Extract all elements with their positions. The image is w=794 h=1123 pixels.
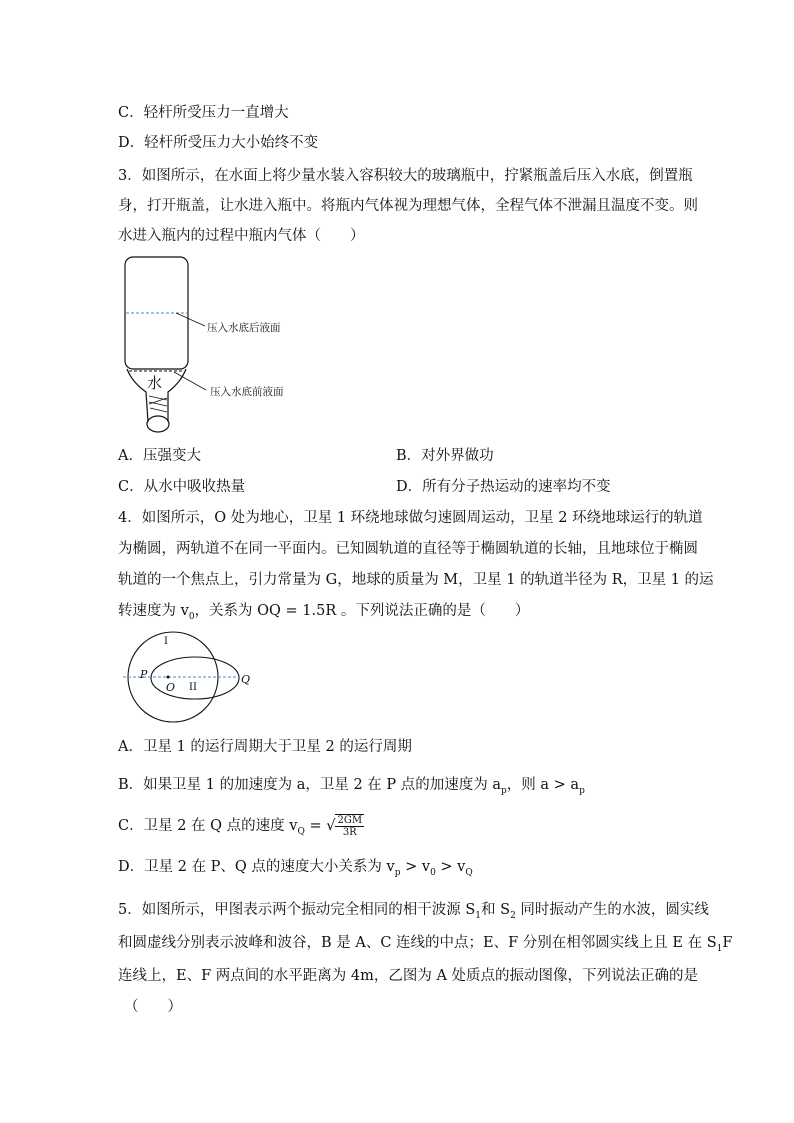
orbit-I-label: I <box>164 636 168 647</box>
after-level-label: 压入水底后液面 <box>207 322 281 334</box>
frac-den: 3R <box>342 827 357 838</box>
q3-option-a: A．压强变大 <box>118 448 201 464</box>
q3-option-d: D．所有分子热运动的速率均不变 <box>396 479 611 495</box>
q4-stem-line1: 4．如图所示，O 处为地心，卫星 1 环绕地球做匀速圆周运动，卫星 2 环绕地球运行的轨道 <box>118 510 703 526</box>
q3-stem-line1: 3．如图所示，在水面上将少量水装入容积较大的玻璃瓶中，拧紧瓶盖后压入水底，倒置瓶 <box>118 168 693 184</box>
earth-center-dot <box>167 676 170 679</box>
q5-l2-end: F <box>722 935 733 951</box>
q5-stem-line4: （ ） <box>124 999 182 1015</box>
point-P-label: P <box>140 668 148 681</box>
q5-stem-line2 <box>118 933 732 959</box>
q4-option-b <box>118 775 585 801</box>
q5-l1-a: 5．如图所示，甲图表示两个振动完全相同的相干波源 S <box>118 902 476 918</box>
q3-option-c: C．从水中吸收热量 <box>118 479 246 495</box>
q5-l1-s2: 2 <box>510 910 516 921</box>
frac-num: 2GM <box>337 815 363 826</box>
q3-option-b: B．对外界做功 <box>396 448 494 464</box>
before-level-label: 压入水底前液面 <box>210 386 284 398</box>
q5-l1-b: 和 S <box>481 902 511 918</box>
q2-option-c: C．轻杆所受压力一直增大 <box>118 105 289 121</box>
q5-stem-line3: 连线上，E、F 两点间的水平距离为 4m，乙图为 A 处质点的振动图像，下列说法正确的是 <box>118 968 699 984</box>
q4-optb-sub: p <box>501 785 507 796</box>
q4-optd-s2: 0 <box>430 867 436 878</box>
q4-option-a: A．卫星 1 的运行周期大于卫星 2 的运行周期 <box>118 739 412 755</box>
q4-optd-c: > v <box>435 859 466 875</box>
q4-stem-line2: 为椭圆，两轨道不在同一平面内。已知圆轨道的直径等于椭圆轨道的长轴，且地球位于椭圆 <box>118 541 698 557</box>
point-O-label: O <box>166 681 176 694</box>
q4-stem-line3: 轨道的一个焦点上，引力常量为 G，地球的质量为 M，卫星 1 的轨道半径为 R，卫星 1 的运 <box>118 572 714 588</box>
bottle-figure <box>118 254 318 438</box>
q5-l1-s1: 1 <box>475 910 482 921</box>
q5-l1-c: 同时振动产生的水波，圆实线 <box>515 902 709 918</box>
q4-optc-eq: = <box>304 818 327 834</box>
q5-l2-sub: 1 <box>716 943 723 954</box>
point-Q-label: Q <box>241 673 251 686</box>
q4-optb-a: B．如果卫星 1 的加速度为 a，卫星 2 在 P 点的加速度为 a <box>118 777 502 793</box>
q4-line4-b: ，关系为 OQ = 1.5R 。下列说法正确的是（ ） <box>194 603 530 619</box>
q4-optc-a: C．卫星 2 在 Q 点的速度 v <box>118 818 298 834</box>
q4-option-d <box>118 857 473 883</box>
q3-stem-line3: 水进入瓶内的过程中瓶内气体（ ） <box>118 228 365 244</box>
q4-optd-s3: Q <box>465 867 473 878</box>
water-hatching <box>149 396 167 412</box>
bottle-mouth <box>147 416 169 432</box>
q4-option-c <box>118 814 364 844</box>
sqrt-symbol: √ <box>326 818 336 834</box>
q5-l2-a: 和圆虚线分别表示波峰和波谷，B 是 A、C 连线的中点；E、F 分别在相邻圆实线上且 E 在 S <box>118 935 717 951</box>
orbit-figure <box>118 630 268 725</box>
q2-option-d: D．轻杆所受压力大小始终不变 <box>118 135 319 151</box>
q4-optc-sub: Q <box>297 826 305 837</box>
q5-stem-line1 <box>118 900 709 926</box>
q3-stem-line2: 身，打开瓶盖，让水进入瓶中。将瓶内气体视为理想气体，全程气体不泄漏且温度不变。则 <box>118 198 698 214</box>
water-label: 水 <box>147 374 163 392</box>
sqrt-fraction <box>335 814 364 838</box>
orbit-II-label: II <box>189 682 197 693</box>
q4-line4-a: 转速度为 v <box>118 603 189 619</box>
q4-optd-a: D．卫星 2 在 P、Q 点的速度大小关系为 v <box>118 859 395 875</box>
q4-stem-line4 <box>118 601 529 627</box>
q4-optd-b: > v <box>400 859 431 875</box>
q4-optb-sub2: p <box>579 785 585 796</box>
after-leader <box>176 313 205 326</box>
q4-optb-b: ，则 a > a <box>506 777 580 793</box>
q4-line4-sub: 0 <box>188 611 195 622</box>
q4-optd-s1: p <box>394 867 401 878</box>
